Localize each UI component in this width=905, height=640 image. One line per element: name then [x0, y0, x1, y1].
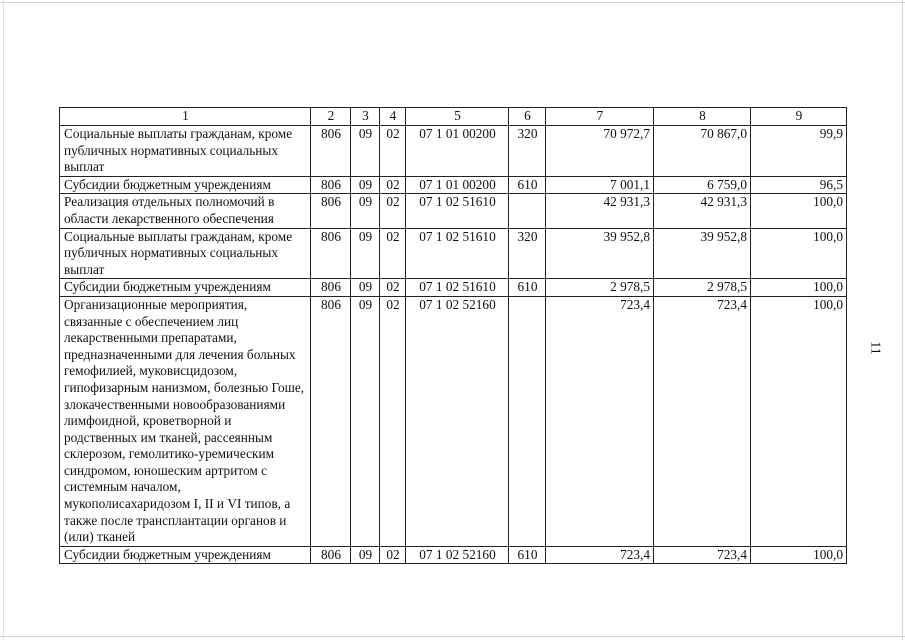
scan-edge-left	[3, 0, 4, 640]
cell-section: 09	[351, 228, 380, 279]
column-header-4: 4	[380, 108, 406, 126]
cell-ministry-code: 806	[311, 228, 351, 279]
cell-expense-type: 610	[509, 279, 546, 297]
cell-name: Реализация отдельных полномочий в области лекарственного обеспечения	[60, 194, 311, 228]
table-body	[60, 108, 847, 564]
cell-expense-type	[509, 296, 546, 546]
table-row	[60, 279, 847, 297]
cell-execution-percent: 100,0	[751, 228, 847, 279]
cell-planned-amount: 723,4	[546, 296, 654, 546]
cell-ministry-code: 806	[311, 176, 351, 194]
cell-planned-amount: 39 952,8	[546, 228, 654, 279]
cell-name: Социальные выплаты гражданам, кроме публичных нормативных социальных выплат	[60, 228, 311, 279]
cell-name: Организационные мероприятия, связанные с обеспечением лиц лекарственными препаратами, предназначенными для лечения больных гемофилией, муковисцидозом, гипофизарным нанизмом, болезнью Гоше, злокачественными новообразованиями лимфоидной, кроветворной и родственных им тканей, рассеянным склерозом, гемолитико-уремическим синдромом, юношеским артритом с системным началом, мукополисахаридозом I, II и VI типов, а также после трансплантации органов и (или) тканей	[60, 296, 311, 546]
table-row	[60, 126, 847, 177]
column-header-5: 5	[406, 108, 509, 126]
column-header-7: 7	[546, 108, 654, 126]
cell-target-article: 07 1 02 52160	[406, 546, 509, 564]
cell-section: 09	[351, 296, 380, 546]
cell-section: 09	[351, 194, 380, 228]
cell-name: Субсидии бюджетным учреждениям	[60, 546, 311, 564]
table-row	[60, 546, 847, 564]
cell-name: Социальные выплаты гражданам, кроме публичных нормативных социальных выплат	[60, 126, 311, 177]
cell-execution-percent: 99,9	[751, 126, 847, 177]
cell-subsection: 02	[380, 126, 406, 177]
cell-planned-amount: 70 972,7	[546, 126, 654, 177]
cell-target-article: 07 1 02 51610	[406, 228, 509, 279]
cell-name: Субсидии бюджетным учреждениям	[60, 176, 311, 194]
cell-subsection: 02	[380, 228, 406, 279]
cell-executed-amount: 70 867,0	[654, 126, 751, 177]
cell-ministry-code: 806	[311, 126, 351, 177]
cell-target-article: 07 1 02 51610	[406, 194, 509, 228]
cell-execution-percent: 100,0	[751, 296, 847, 546]
cell-ministry-code: 806	[311, 194, 351, 228]
cell-executed-amount: 6 759,0	[654, 176, 751, 194]
cell-ministry-code: 806	[311, 546, 351, 564]
cell-subsection: 02	[380, 176, 406, 194]
column-header-3: 3	[351, 108, 380, 126]
cell-planned-amount: 2 978,5	[546, 279, 654, 297]
cell-expense-type	[509, 194, 546, 228]
budget-execution-table	[59, 107, 847, 564]
column-header-9: 9	[751, 108, 847, 126]
cell-executed-amount: 723,4	[654, 546, 751, 564]
cell-executed-amount: 723,4	[654, 296, 751, 546]
cell-executed-amount: 39 952,8	[654, 228, 751, 279]
column-header-8: 8	[654, 108, 751, 126]
cell-executed-amount: 42 931,3	[654, 194, 751, 228]
cell-section: 09	[351, 176, 380, 194]
table-row	[60, 194, 847, 228]
cell-planned-amount: 723,4	[546, 546, 654, 564]
cell-ministry-code: 806	[311, 279, 351, 297]
page-number: 11	[867, 341, 883, 355]
cell-planned-amount: 42 931,3	[546, 194, 654, 228]
cell-subsection: 02	[380, 546, 406, 564]
cell-target-article: 07 1 01 00200	[406, 176, 509, 194]
column-header-6: 6	[509, 108, 546, 126]
cell-subsection: 02	[380, 296, 406, 546]
table-row	[60, 176, 847, 194]
column-number-row	[60, 108, 847, 126]
cell-target-article: 07 1 02 51610	[406, 279, 509, 297]
cell-subsection: 02	[380, 279, 406, 297]
cell-planned-amount: 7 001,1	[546, 176, 654, 194]
cell-executed-amount: 2 978,5	[654, 279, 751, 297]
column-header-1: 1	[60, 108, 311, 126]
cell-execution-percent: 100,0	[751, 279, 847, 297]
cell-execution-percent: 100,0	[751, 546, 847, 564]
cell-expense-type: 320	[509, 126, 546, 177]
column-header-2: 2	[311, 108, 351, 126]
cell-name: Субсидии бюджетным учреждениям	[60, 279, 311, 297]
scan-edge-top	[0, 2, 905, 3]
cell-section: 09	[351, 546, 380, 564]
cell-expense-type: 610	[509, 546, 546, 564]
cell-execution-percent: 96,5	[751, 176, 847, 194]
table-row	[60, 296, 847, 546]
cell-execution-percent: 100,0	[751, 194, 847, 228]
cell-subsection: 02	[380, 194, 406, 228]
scan-edge-bottom	[0, 636, 905, 637]
cell-target-article: 07 1 02 52160	[406, 296, 509, 546]
cell-expense-type: 320	[509, 228, 546, 279]
table-row	[60, 228, 847, 279]
cell-ministry-code: 806	[311, 296, 351, 546]
scan-edge-right	[902, 0, 903, 640]
cell-section: 09	[351, 126, 380, 177]
cell-target-article: 07 1 01 00200	[406, 126, 509, 177]
cell-expense-type: 610	[509, 176, 546, 194]
cell-section: 09	[351, 279, 380, 297]
